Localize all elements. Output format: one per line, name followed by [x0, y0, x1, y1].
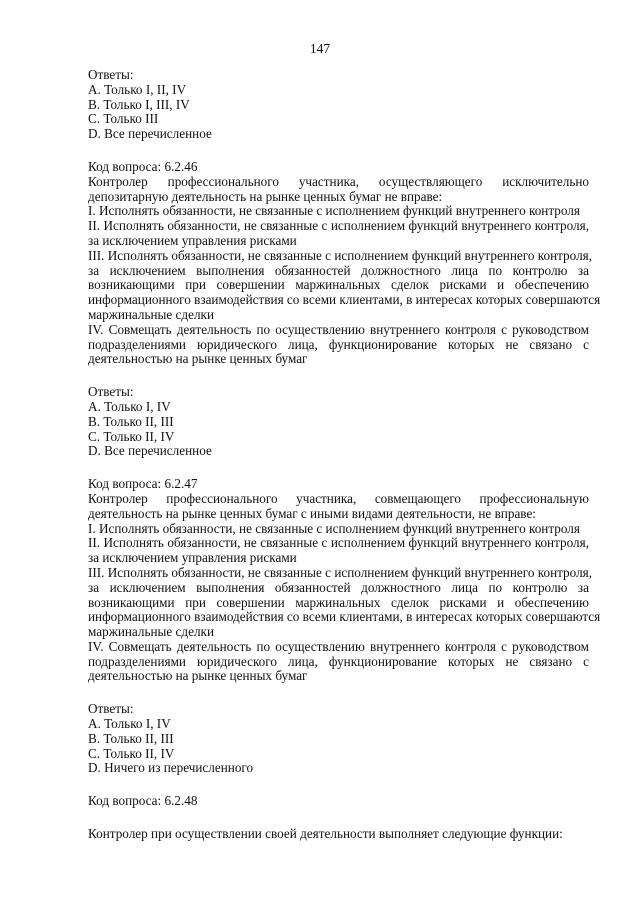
statement-item: IV. Совмещать деятельность по осуществлению внутреннего контроля с руководством [88, 321, 589, 337]
answer-option: C. Только II, IV [88, 745, 175, 761]
answer-option: B. Только I, III, IV [88, 96, 190, 112]
question-text-line: деятельность на рынке ценных бумаг с иными видами деятельности, не вправе: [88, 505, 536, 521]
statement-item: информационного взаимодействия со всеми клиентами, в интересах которых совершаются [88, 292, 601, 308]
answer-option: B. Только II, III [88, 413, 174, 429]
statement-item: информационного взаимодействия со всеми клиентами, в интересах которых совершаются [88, 609, 601, 625]
question-6-2-48 [88, 794, 589, 842]
statement-item: деятельностью на рынке ценных бумаг [88, 351, 308, 367]
statement-item: II. Исполнять обязанности, не связанные с исполнением функций внутреннего контроля, [88, 535, 589, 551]
question-6-2-46 [88, 158, 601, 459]
question-text-line: Контролер профессионального участника, совмещающего профессиональную [88, 490, 589, 506]
statement-item: за исключением выполнения обязанностей должностного лица по контролю за [88, 262, 589, 278]
question-text-line: Контролер профессионального участника, осуществляющего исключительно [88, 173, 589, 189]
question-text-line: Контролер при осуществлении своей деятельности выполняет следующие функции: [88, 826, 563, 842]
page-number: 147 [309, 41, 331, 56]
answer-option: A. Только I, IV [88, 398, 171, 414]
statement-item: возникающими при совершении маржинальных сделок рисками и обеспечению [88, 277, 589, 293]
statement-item: за исключением выполнения обязанностей должностного лица по контролю за [88, 579, 589, 595]
question-code: Код вопроса: 6.2.48 [88, 793, 198, 809]
answer-option: A. Только I, II, IV [88, 81, 187, 97]
question-code: Код вопроса: 6.2.46 [88, 158, 198, 174]
question-text-line: депозитарную деятельность на рынке ценных бумаг не вправе: [88, 188, 443, 204]
answers-title: Ответы: [88, 384, 134, 400]
answer-option: D. Все перечисленное [88, 126, 212, 142]
statement-item: I. Исполнять обязанности, не связанные с исполнением функций внутреннего контроля [88, 520, 580, 536]
statement-item: маржинальные сделки [88, 306, 215, 322]
statement-item: возникающими при совершении маржинальных сделок рисками и обеспечению [88, 594, 589, 610]
answers-title: Ответы: [88, 67, 134, 82]
statement-item: подразделениями юридического лица, функционирование которых не связано с [88, 336, 589, 352]
answer-option: D. Все перечисленное [88, 443, 212, 459]
statement-item: II. Исполнять обязанности, не связанные с исполнением функций внутреннего контроля, [88, 218, 589, 234]
answers-block-1 [88, 68, 589, 142]
answers-title: Ответы: [88, 701, 134, 717]
statement-item: подразделениями юридического лица, функционирование которых не связано с [88, 653, 589, 669]
question-6-2-47 [88, 476, 601, 776]
answer-option: D. Ничего из перечисленного [88, 760, 254, 776]
statement-item: IV. Совмещать деятельность по осуществлению внутреннего контроля с руководством [88, 638, 589, 654]
statement-item: за исключением управления рисками [88, 232, 297, 248]
question-code: Код вопроса: 6.2.47 [88, 476, 198, 492]
statement-item: III. Исполнять обязанности, не связанные с исполнением функций внутреннего контроля, [88, 247, 593, 263]
answer-option: C. Только III [88, 111, 159, 127]
answer-option: B. Только II, III [88, 730, 174, 746]
statement-item: III. Исполнять обязанности, не связанные с исполнением функций внутреннего контроля, [88, 564, 593, 580]
answer-option: A. Только I, IV [88, 716, 171, 732]
answer-option: C. Только II, IV [88, 428, 175, 444]
statement-item: деятельностью на рынке ценных бумаг [88, 668, 308, 684]
statement-item: маржинальные сделки [88, 624, 215, 640]
statement-item: I. Исполнять обязанности, не связанные с исполнением функций внутреннего контроля [88, 203, 580, 219]
page-content [88, 67, 601, 842]
statement-item: за исключением управления рисками [88, 550, 297, 566]
